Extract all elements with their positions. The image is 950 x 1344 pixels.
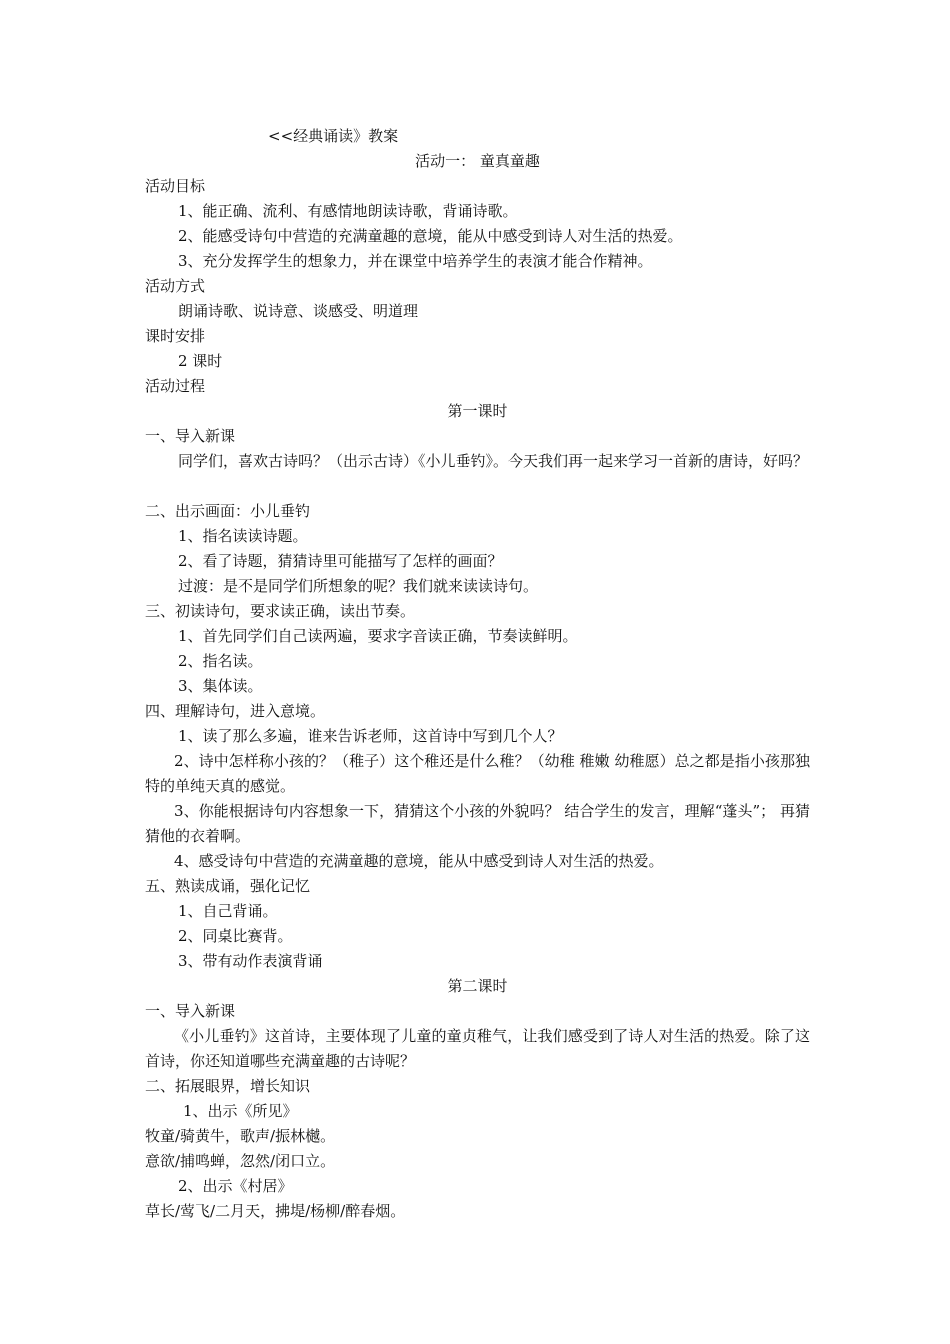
- goal-item: 1、能正确、流利、有感情地朗读诗歌，背诵诗歌。: [178, 202, 518, 220]
- section-heading: 二、拓展眼界，增长知识: [145, 1077, 311, 1095]
- poem-title: 2、出示《村居》: [178, 1177, 293, 1195]
- list-item: 1、读了那么多遍，谁来告诉老师，这首诗中写到几个人？: [178, 727, 563, 745]
- goal-item: 3、充分发挥学生的想象力，并在课堂中培养学生的表演才能合作精神。: [178, 252, 653, 270]
- activity-title: 活动一： 童真童趣: [415, 152, 540, 170]
- goal-item: 2、能感受诗句中营造的充满童趣的意境，能从中感受到诗人对生活的热爱。: [178, 227, 683, 245]
- list-item: 2、诗中怎样称小孩的？（稚子）这个稚还是什么稚？（幼稚 稚嫩 幼稚愿）总之都是指小孩那独特的单纯天真的感觉。: [145, 752, 810, 795]
- list-item: 1、指名读读诗题。: [178, 527, 308, 545]
- lesson2-title: 第二课时: [447, 977, 508, 995]
- method-text: 朗诵诗歌、说诗意、谈感受、明道理: [178, 302, 419, 320]
- transition-text: 过渡：是不是同学们所想象的呢？我们就来读读诗句。: [178, 577, 539, 595]
- list-item: 4、感受诗句中营造的充满童趣的意境，能从中感受到诗人对生活的热爱。: [174, 852, 664, 870]
- list-item: 2、指名读。: [178, 652, 263, 670]
- lesson1-title: 第一课时: [447, 402, 508, 420]
- list-item: 3、带有动作表演背诵: [178, 952, 323, 970]
- section-paragraph: 同学们，喜欢古诗吗？（出示古诗）《小儿垂钓》。今天我们再一起来学习一首新的唐诗，好吗？: [178, 452, 809, 470]
- poem-line: 意欲/捕鸣蝉，忽然/闭口立。: [145, 1152, 336, 1170]
- document-title: <<经典诵读》教案: [268, 127, 399, 145]
- section-heading: 五、熟读成诵，强化记忆: [145, 877, 311, 895]
- list-item: 3、集体读。: [178, 677, 263, 695]
- goals-heading: 活动目标: [145, 177, 206, 195]
- section-paragraph: 《小儿垂钓》这首诗，主要体现了儿童的童贞稚气，让我们感受到了诗人对生活的热爱。除了这首诗，你还知道哪些充满童趣的古诗呢？: [145, 1027, 810, 1070]
- schedule-text: 2 课时: [178, 352, 223, 370]
- poem-line: 牧童/骑黄牛，歌声/振林樾。: [145, 1127, 336, 1145]
- process-heading: 活动过程: [145, 377, 206, 395]
- list-item: 2、看了诗题，猜猜诗里可能描写了怎样的画面？: [178, 552, 503, 570]
- section-heading: 三、初读诗句，要求读正确，读出节奏。: [145, 602, 416, 620]
- poem-line: 草长/莺飞/二月天，拂堤/杨柳/醉春烟。: [145, 1202, 406, 1220]
- section-heading: 四、理解诗句，进入意境。: [145, 702, 326, 720]
- method-heading: 活动方式: [145, 277, 206, 295]
- section-heading: 二、出示画面：小儿垂钓: [145, 502, 311, 520]
- section-heading: 一、导入新课: [145, 1002, 236, 1020]
- poem-title: 1、出示《所见》: [183, 1102, 298, 1120]
- list-item: 1、自己背诵。: [178, 902, 278, 920]
- list-item: 1、首先同学们自己读两遍，要求字音读正确，节奏读鲜明。: [178, 627, 578, 645]
- schedule-heading: 课时安排: [145, 327, 206, 345]
- list-item: 3、你能根据诗句内容想象一下，猜猜这个小孩的外貌吗？ 结合学生的发言，理解“蓬头”； 再猜猜他的衣着啊。: [145, 802, 810, 845]
- section-heading: 一、导入新课: [145, 427, 236, 445]
- list-item: 2、同桌比赛背。: [178, 927, 293, 945]
